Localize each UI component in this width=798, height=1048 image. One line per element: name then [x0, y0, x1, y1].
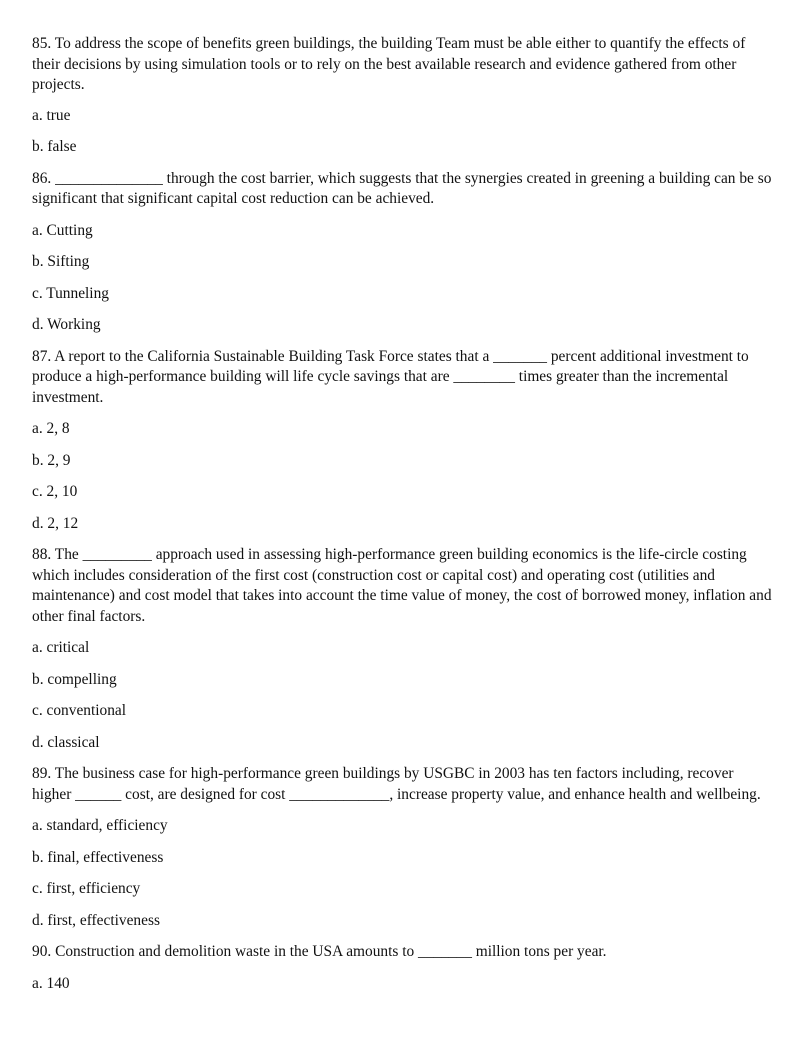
- answer-option: a. Cutting: [32, 221, 93, 239]
- question-85: [32, 34, 774, 169]
- answer-option: c. first, efficiency: [32, 880, 141, 897]
- document-page: [32, 34, 774, 994]
- question-text: 90. Construction and demolition waste in the USA amounts to _______ million tons per year.: [32, 943, 607, 960]
- answer-option: a. 2, 8: [32, 420, 70, 437]
- answer-option: b. 2, 9: [32, 451, 71, 469]
- answer-option: d. classical: [32, 733, 100, 751]
- question-text: 86. ______________ through the cost barrier, which suggests that the synergies created in greening a building can be so significant that significant capital cost reduction can be achieved.: [32, 169, 772, 207]
- answer-option: b. Sifting: [32, 253, 90, 270]
- question-text: 87. A report to the California Sustainable Building Task Force states that a _______ percent additional investment to produce a high-performance building will life cycle savings that are ________ times greater than the incremental investment.: [32, 347, 749, 406]
- question-86: [32, 169, 774, 347]
- answer-option: a. standard, efficiency: [32, 817, 168, 834]
- answer-option: a. true: [32, 106, 71, 124]
- question-87: [32, 347, 774, 546]
- question-89: [32, 764, 774, 942]
- answer-option: d. 2, 12: [32, 514, 79, 532]
- question-text: 85. To address the scope of benefits green buildings, the building Team must be able either to quantify the effects of their decisions by using simulation tools or to rely on the best available research and evidence gathered from other projects.: [32, 35, 746, 93]
- answer-option: c. Tunneling: [32, 284, 109, 302]
- question-text: 88. The _________ approach used in assessing high-performance green building economics is the life-circle costing which includes consideration of the first cost (construction cost or capital cost) and operating cost (utilities and maintenance) and cost model that takes into account the time value of money, the cost of borrowed money, inflation and other final factors.: [32, 546, 772, 625]
- answer-option: c. conventional: [32, 702, 127, 719]
- answer-option: a. 140: [32, 974, 70, 992]
- answer-option: d. Working: [32, 316, 101, 333]
- answer-option: a. critical: [32, 639, 90, 656]
- answer-option: d. first, effectiveness: [32, 911, 160, 929]
- question-90: [32, 942, 774, 994]
- answer-option: b. compelling: [32, 670, 117, 688]
- answer-option: b. false: [32, 138, 77, 155]
- question-88: [32, 545, 774, 764]
- answer-option: c. 2, 10: [32, 483, 78, 500]
- answer-option: b. final, effectiveness: [32, 848, 164, 866]
- question-text: 89. The business case for high-performance green buildings by USGBC in 2003 has ten factors including, recover higher ______ cost, are designed for cost _____________, increase property value, and enhance health and wellbeing.: [32, 765, 761, 803]
